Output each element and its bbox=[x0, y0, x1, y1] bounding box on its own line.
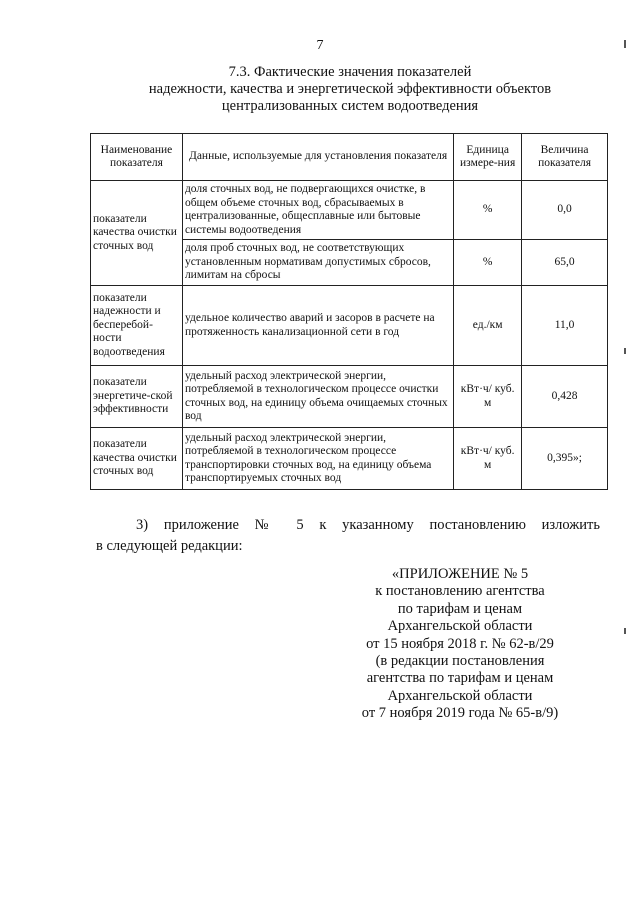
appendix-line: Архангельской области bbox=[387, 618, 533, 635]
indicator-name: показатели энергетиче-ской эффективности bbox=[91, 366, 183, 428]
table-header-row bbox=[91, 134, 608, 181]
indicator-unit: % bbox=[454, 240, 522, 286]
header-unit: Единица измере-ния bbox=[454, 134, 522, 181]
scan-edge-mark bbox=[624, 348, 626, 354]
indicator-data: доля проб сточных вод, не соответствующих установленным нормативам допустимых сбросов, лимитам на сбросы bbox=[182, 240, 453, 286]
indicator-name: показатели качества очистки сточных вод bbox=[91, 181, 183, 286]
indicators-table bbox=[90, 133, 608, 490]
amendment-paragraph bbox=[96, 515, 600, 557]
appendix-line: «ПРИЛОЖЕНИЕ № 5 bbox=[391, 566, 529, 582]
indicator-data: удельное количество аварий и засоров в расчете на протяженность канализационной сети в год bbox=[182, 286, 453, 366]
appendix-block bbox=[340, 566, 580, 723]
table-row bbox=[91, 366, 608, 428]
appendix-line: Архангельской области bbox=[387, 687, 533, 704]
indicator-data: доля сточных вод, не подвергающихся очистке, в общем объеме сточных вод, сбрасываемых в централизованные, общесплавные или бытовые системы водоотведения bbox=[182, 181, 453, 240]
header-value: Величина показателя bbox=[522, 134, 608, 181]
indicator-data: удельный расход электрической энергии, потребляемой в технологическом процессе транспортировки сточных вод, на единицу объема транспортируемых сточных вод bbox=[182, 428, 453, 490]
indicator-unit: кВт·ч/ куб. м bbox=[454, 366, 522, 428]
indicator-value: 11,0 bbox=[522, 286, 608, 366]
page-number: 7 bbox=[316, 38, 324, 53]
appendix-line: к постановлению агентства bbox=[375, 583, 545, 600]
appendix-line: от 15 ноября 2018 г. № 62-в/29 bbox=[366, 635, 554, 652]
header-data: Данные, используемые для установления показателя bbox=[182, 134, 453, 181]
indicator-unit: ед./км bbox=[454, 286, 522, 366]
scan-edge-mark bbox=[624, 40, 626, 48]
indicator-unit: % bbox=[454, 181, 522, 240]
table-row bbox=[91, 181, 608, 240]
heading-line: централизованных систем водоотведения bbox=[221, 98, 479, 114]
table-row bbox=[91, 428, 608, 490]
heading-line: 7.3. Фактические значения показателей bbox=[228, 64, 472, 80]
scan-edge-mark bbox=[624, 628, 626, 634]
indicator-value: 0,428 bbox=[522, 366, 608, 428]
section-heading bbox=[90, 64, 610, 115]
appendix-line: агентства по тарифам и ценам bbox=[366, 670, 554, 687]
amendment-line: 3) приложение № 5 к указанному постановлению изложить bbox=[136, 517, 600, 533]
indicator-value: 65,0 bbox=[522, 240, 608, 286]
indicator-name: показатели качества очистки сточных вод bbox=[91, 428, 183, 490]
appendix-line: от 7 ноября 2019 года № 65-в/9) bbox=[361, 705, 559, 722]
table-row bbox=[91, 286, 608, 366]
header-name: Наименование показателя bbox=[91, 134, 183, 181]
appendix-line: по тарифам и ценам bbox=[397, 600, 523, 617]
indicator-value: 0,0 bbox=[522, 181, 608, 240]
indicator-unit: кВт·ч/ куб. м bbox=[454, 428, 522, 490]
heading-line: надежности, качества и энергетической эффективности объектов bbox=[148, 81, 552, 97]
amendment-line: в следующей редакции: bbox=[96, 538, 243, 554]
appendix-line: (в редакции постановления bbox=[375, 653, 545, 670]
indicator-value: 0,395»; bbox=[522, 428, 608, 490]
indicator-data: удельный расход электрической энергии, потребляемой в технологическом процессе очистки сточных вод, на единицу объема очищаемых сточных вод bbox=[182, 366, 453, 428]
indicator-name: показатели надежности и бесперебой-ности водоотведения bbox=[91, 286, 183, 366]
